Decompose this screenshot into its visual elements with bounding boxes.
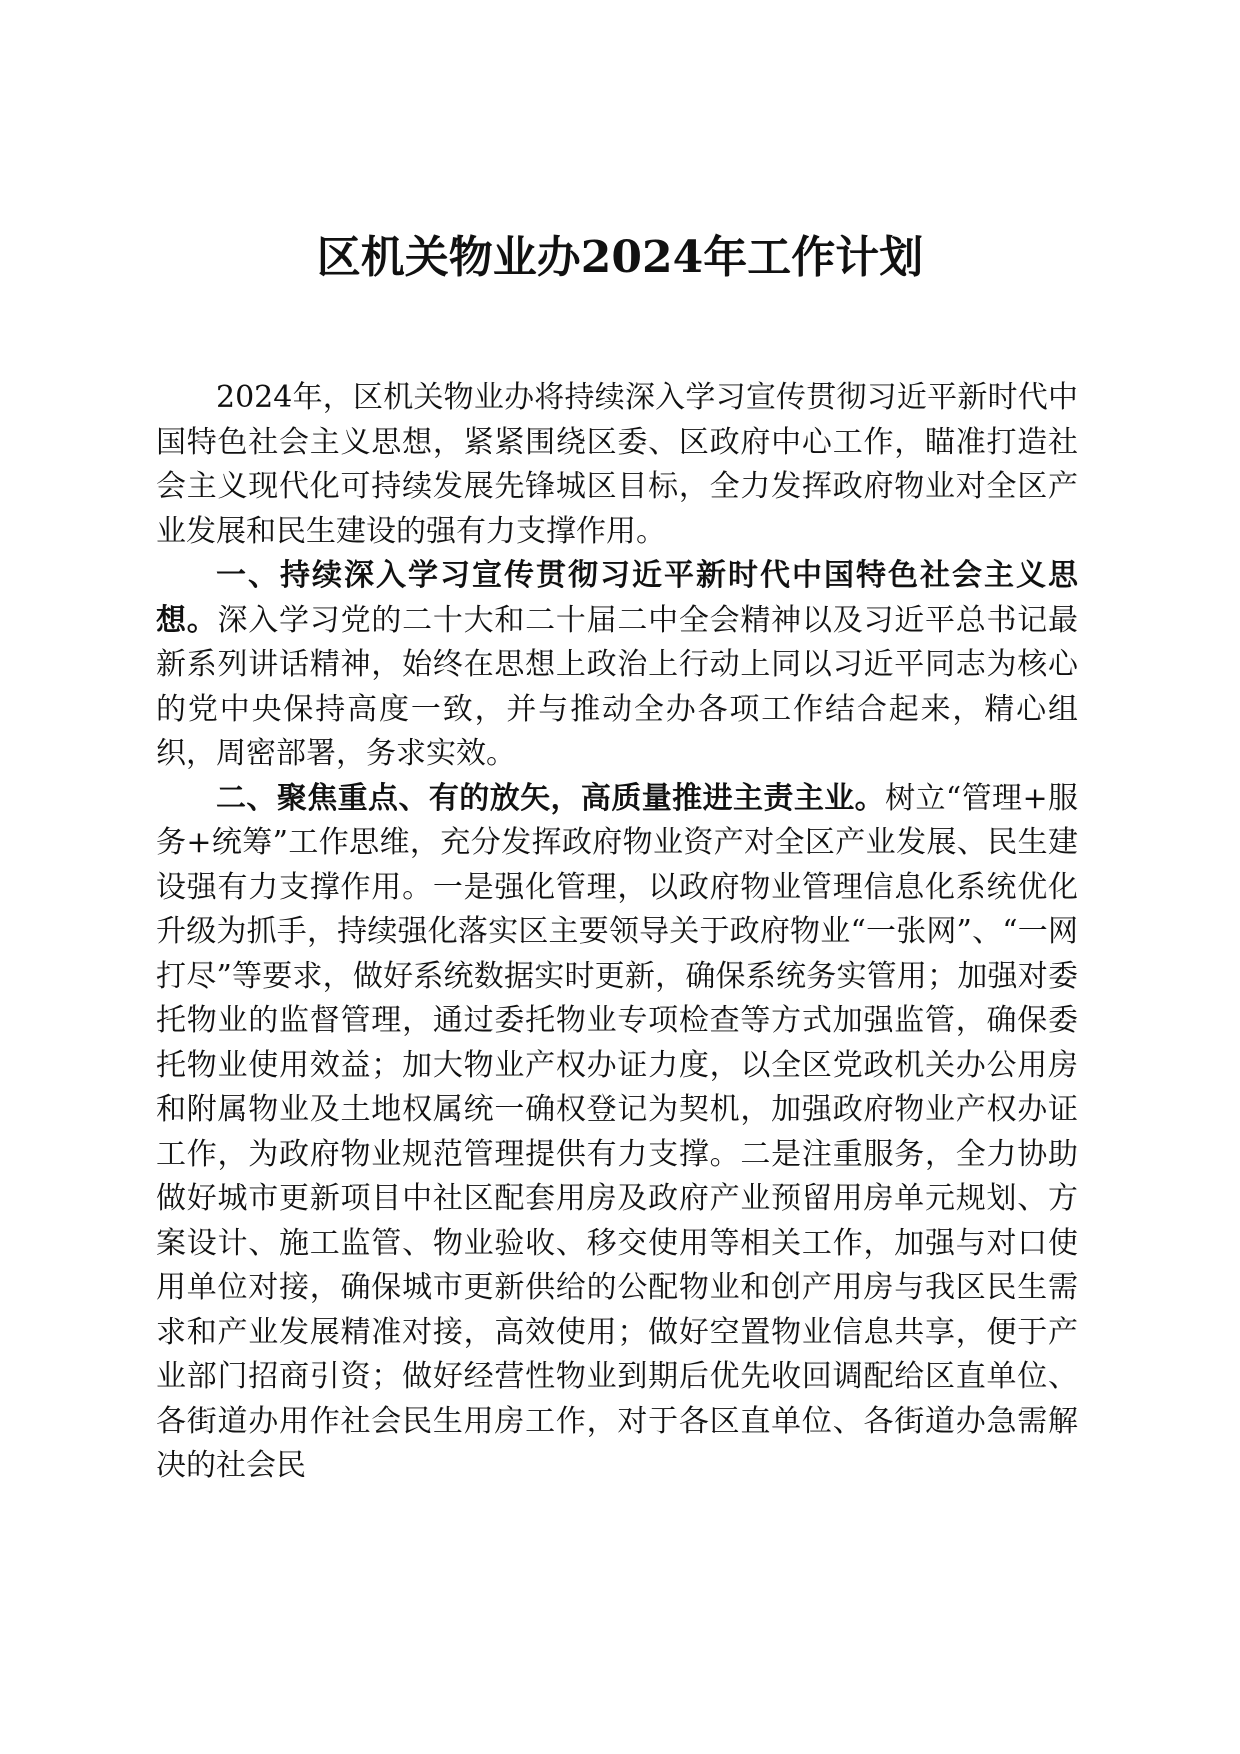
paragraph-text: 树立“管理+服务+统筹”工作思维，充分发挥政府物业资产对全区产业发展、民生建设强有力支撑作用。一是强化管理，以政府物业管理信息化系统优化升级为抓手，持续强化落实区主要领导关于政府物业“一张网”、“一网打尽”等要求，做好系统数据实时更新，确保系统务实管用；加强对委托物业的监督管理，通过委托物业专项检查等方式加强监管，确保委托物业使用效益；加大物业产权办证力度，以全区党政机关办公用房和附属物业及土地权属统一确权登记为契机，加强政府物业产权办证工作，为政府物业规范管理提供有力支撑。二是注重服务，全力协助做好城市更新项目中社区配套用房及政府产业预留用房单元规划、方案设计、施工监管、物业验收、移交使用等相关工作，加强与对口使用单位对接，确保城市更新供给的公配物业和创产用房与我区民生需求和产业发展精准对接，高效使用；做好空置物业信息共享，便于产业部门招商引资；做好经营性物业到期后优先收回调配给区直单位、各街道办用作社会民生用房工作，对于各区直单位、各街道办急需解决的社会民 bbox=[156, 780, 1079, 1483]
paragraph-text: 2024年，区机关物业办将持续深入学习宣传贯彻习近平新时代中国特色社会主义思想，紧紧围绕区委、区政府中心工作，瞄准打造社会主义现代化可持续发展先锋城区目标，全力发挥政府物业对全区产业发展和民生建设的强有力支撑作用。 bbox=[156, 380, 1078, 549]
paragraph-section-2 bbox=[156, 777, 1078, 1489]
document-title: 区机关物业办2024年工作计划 bbox=[316, 232, 924, 283]
paragraph-intro bbox=[156, 376, 1078, 554]
paragraph-text: 深入学习党的二十大和二十届二中全会精神以及习近平总书记最新系列讲话精神，始终在思想上政治上行动上同以习近平同志为核心的党中央保持高度一致，并与推动全办各项工作结合起来，精心组织，周密部署，务求实效。 bbox=[156, 602, 1079, 771]
section-heading: 一、持续深入学习宣传贯彻习近平新时代中国特色社会主义思想。 bbox=[156, 558, 1078, 638]
document-body bbox=[156, 376, 1078, 1489]
paragraph-section-1 bbox=[156, 554, 1078, 777]
section-heading: 二、聚焦重点、有的放矢，高质量推进主责主业。 bbox=[216, 780, 886, 816]
